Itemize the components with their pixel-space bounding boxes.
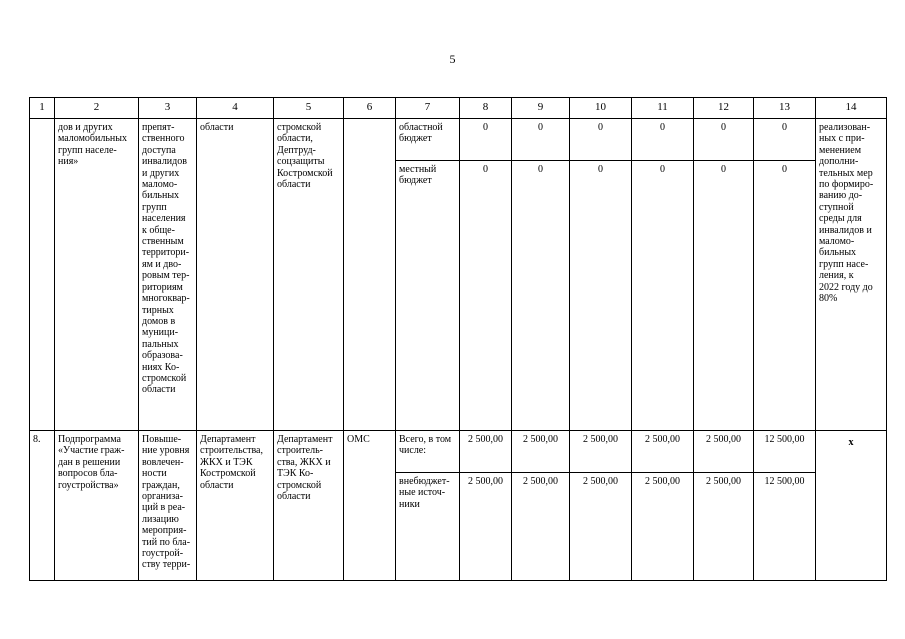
col-header-12: 12 — [694, 98, 754, 119]
cell-participant: ОМС — [344, 431, 396, 581]
cell-number: 8. — [30, 431, 55, 581]
cell-source-label: Всего, в том числе: — [396, 431, 460, 473]
col-header-1: 1 — [30, 98, 55, 119]
cell-number — [30, 119, 55, 431]
cell-coordinator: Департамент строительства, ЖКХ и ТЭК Костромской области — [197, 431, 274, 581]
cell-name: Подпрограмма «Участие граж- дан в решении вопросов бла- гоустройства» — [55, 431, 139, 581]
cell-name: дов и других маломобильных групп населе- ния» — [55, 119, 139, 431]
cell-value: 2 500,00 — [512, 431, 570, 473]
table-row — [30, 119, 887, 161]
col-header-10: 10 — [570, 98, 632, 119]
cell-indicator: х — [816, 431, 887, 581]
cell-value: 2 500,00 — [570, 431, 632, 473]
page-number: 5 — [449, 52, 456, 66]
cell-value: 2 500,00 — [694, 473, 754, 581]
cell-executor: Департамент строитель- ства, ЖКХ и ТЭК Ко- стромской области — [274, 431, 344, 581]
col-header-6: 6 — [344, 98, 396, 119]
cell-value: 0 — [694, 119, 754, 161]
cell-value: 2 500,00 — [632, 431, 694, 473]
cell-participant — [344, 119, 396, 431]
cell-value: 0 — [632, 119, 694, 161]
col-header-13: 13 — [754, 98, 816, 119]
cell-value: 0 — [460, 119, 512, 161]
cell-source-label: внебюджет- ные источ- ники — [396, 473, 460, 581]
cell-value: 2 500,00 — [460, 431, 512, 473]
cell-source-label: областной бюджет — [396, 119, 460, 161]
col-header-4: 4 — [197, 98, 274, 119]
col-header-7: 7 — [396, 98, 460, 119]
col-header-2: 2 — [55, 98, 139, 119]
cell-value: 0 — [570, 161, 632, 431]
cell-value: 2 500,00 — [460, 473, 512, 581]
budget-table — [29, 97, 887, 581]
cell-goal: Повыше- ние уровня вовлечен- ности граждан, организа- ций в реа- лизацию мероприя- тий по бла- гоустрой- ству терри- — [139, 431, 197, 581]
col-header-3: 3 — [139, 98, 197, 119]
col-header-11: 11 — [632, 98, 694, 119]
table-row — [30, 431, 887, 473]
cell-value: 12 500,00 — [754, 473, 816, 581]
header-row — [30, 98, 887, 119]
col-header-9: 9 — [512, 98, 570, 119]
cell-value: 0 — [754, 161, 816, 431]
cell-indicator: реализован- ных с при- менением дополни- тельных мер по формиро- ванию до- ступной среды для инвалидов и маломо- бильных групп насе- ления, к 2022 году до 80% — [816, 119, 887, 431]
cell-value: 2 500,00 — [632, 473, 694, 581]
cell-value: 12 500,00 — [754, 431, 816, 473]
cell-value: 0 — [694, 161, 754, 431]
cell-value: 2 500,00 — [512, 473, 570, 581]
cell-goal: препят- ственного доступа инвалидов и других маломо- бильных групп населения к обще- ственным территори- ям и дво- ровым тер- риториям многоквар- тирных домов в муници- пальных образова- ниях Ко- стромской области — [139, 119, 197, 431]
cell-value: 2 500,00 — [570, 473, 632, 581]
cell-value: 2 500,00 — [694, 431, 754, 473]
cell-coordinator: области — [197, 119, 274, 431]
cell-source-label: местный бюджет — [396, 161, 460, 431]
col-header-14: 14 — [816, 98, 887, 119]
cell-value: 0 — [570, 119, 632, 161]
col-header-5: 5 — [274, 98, 344, 119]
cell-value: 0 — [512, 119, 570, 161]
cell-value: 0 — [754, 119, 816, 161]
cell-value: 0 — [632, 161, 694, 431]
cell-executor: стромской области, Дептруд- соцзащиты Костромской области — [274, 119, 344, 431]
cell-value: 0 — [460, 161, 512, 431]
cell-value: 0 — [512, 161, 570, 431]
col-header-8: 8 — [460, 98, 512, 119]
